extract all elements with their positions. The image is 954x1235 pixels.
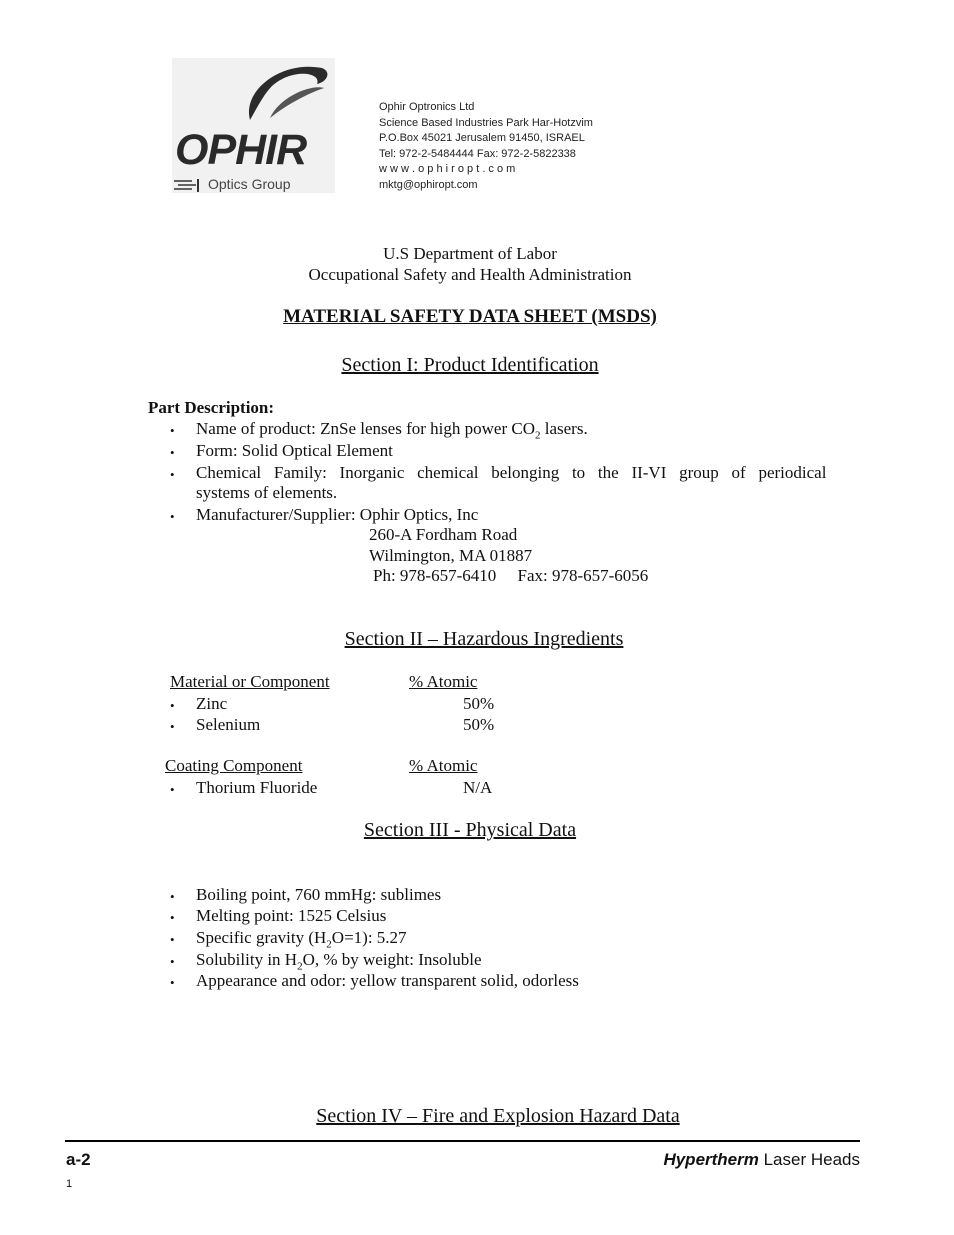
company-park: Science Based Industries Park Har-Hotzvim: [379, 116, 593, 129]
material-value: 50%: [463, 715, 495, 734]
material-name: Selenium: [196, 715, 261, 734]
coating-value: N/A: [463, 778, 493, 797]
section-4-heading: Section IV – Fire and Explosion Hazard Data: [316, 1105, 680, 1127]
company-info: [379, 100, 593, 194]
bullet-icon: •: [170, 782, 175, 797]
bullet-icon: •: [170, 975, 175, 990]
bullet-icon: •: [170, 445, 175, 460]
material-header: Material or Component: [170, 672, 330, 691]
part-description-label: Part Description:: [148, 398, 275, 417]
page-number: a-2: [66, 1150, 91, 1169]
company-po-box: P.O.Box 45021 Jerusalem 91450, ISRAEL: [379, 132, 585, 145]
material-name: Zinc: [196, 694, 228, 713]
coating-name: Thorium Fluoride: [196, 778, 318, 797]
bullet-icon: •: [170, 509, 175, 524]
section-3-heading: Section III - Physical Data: [363, 819, 577, 841]
agency-name: Occupational Safety and Health Administration: [308, 265, 632, 284]
logo-subtitle: Optics Group: [208, 176, 291, 192]
bullet-icon: •: [170, 698, 175, 713]
coating-header: Coating Component: [165, 756, 303, 775]
product-line: Laser Heads: [758, 1150, 860, 1169]
phone-fax: Ph: 978-657-6410 Fax: 978-657-6056: [373, 566, 649, 585]
atomic-header: % Atomic: [409, 672, 478, 691]
material-value: 50%: [463, 694, 495, 713]
bullet-icon: •: [170, 889, 175, 904]
address-line-1: 260-A Fordham Road: [369, 525, 518, 544]
optics-lines-icon: [174, 179, 204, 193]
address-line-2: Wilmington, MA 01887: [369, 546, 533, 565]
boiling-point: Boiling point, 760 mmHg: sublimes: [196, 885, 442, 904]
bullet-icon: •: [170, 719, 175, 734]
bullet-icon: •: [170, 467, 175, 482]
bullet-icon: •: [170, 910, 175, 925]
document-title: MATERIAL SAFETY DATA SHEET (MSDS): [283, 306, 657, 327]
footer-index: 1: [66, 1178, 73, 1190]
bullet-icon: •: [170, 954, 175, 969]
company-name: Ophir Optronics Ltd: [379, 101, 475, 113]
section-1-heading: Section I: Product Identification: [341, 354, 599, 376]
specific-gravity: Specific gravity $(H_2O=1)$: 5.27: [196, 928, 407, 951]
product-form: Form: Solid Optical Element: [196, 441, 393, 460]
company-tel-fax: Tel: 972-2-5484444 Fax: 972-2-5822338: [379, 147, 576, 160]
dept-name: U.S Department of Labor: [383, 244, 557, 263]
brand-name: Hypertherm: [663, 1150, 759, 1169]
footer-brand: [660, 1150, 860, 1170]
melting-point: Melting point: 1525 Celsius: [196, 906, 387, 925]
bullet-icon: •: [170, 423, 175, 438]
appearance: Appearance and odor: yellow transparent solid, odorless: [196, 971, 579, 990]
bullet-icon: •: [170, 932, 175, 947]
company-email: mktg@ophiropt.com: [379, 178, 478, 191]
coating-atomic-header: % Atomic: [409, 756, 478, 775]
company-web: w w w . o p h i r o p t . c o m: [379, 163, 516, 176]
manufacturer: Manufacturer/Supplier: Ophir Optics, Inc: [196, 505, 479, 524]
solubility: Solubility in $H_2O$, % by weight: Insoluble: [196, 950, 482, 973]
footer-divider: [65, 1140, 860, 1142]
chemical-family: Chemical Family: Inorganic chemical belonging to the II-VI group of periodical: [196, 463, 827, 482]
section-2-heading: Section II – Hazardous Ingredients: [344, 628, 624, 650]
logo-wordmark: OPHIR: [175, 126, 307, 174]
chemical-family-cont: systems of elements.: [196, 483, 338, 502]
product-name: Name of product: ZnSe lenses for high power $CO_2$ lasers.: [196, 419, 588, 442]
